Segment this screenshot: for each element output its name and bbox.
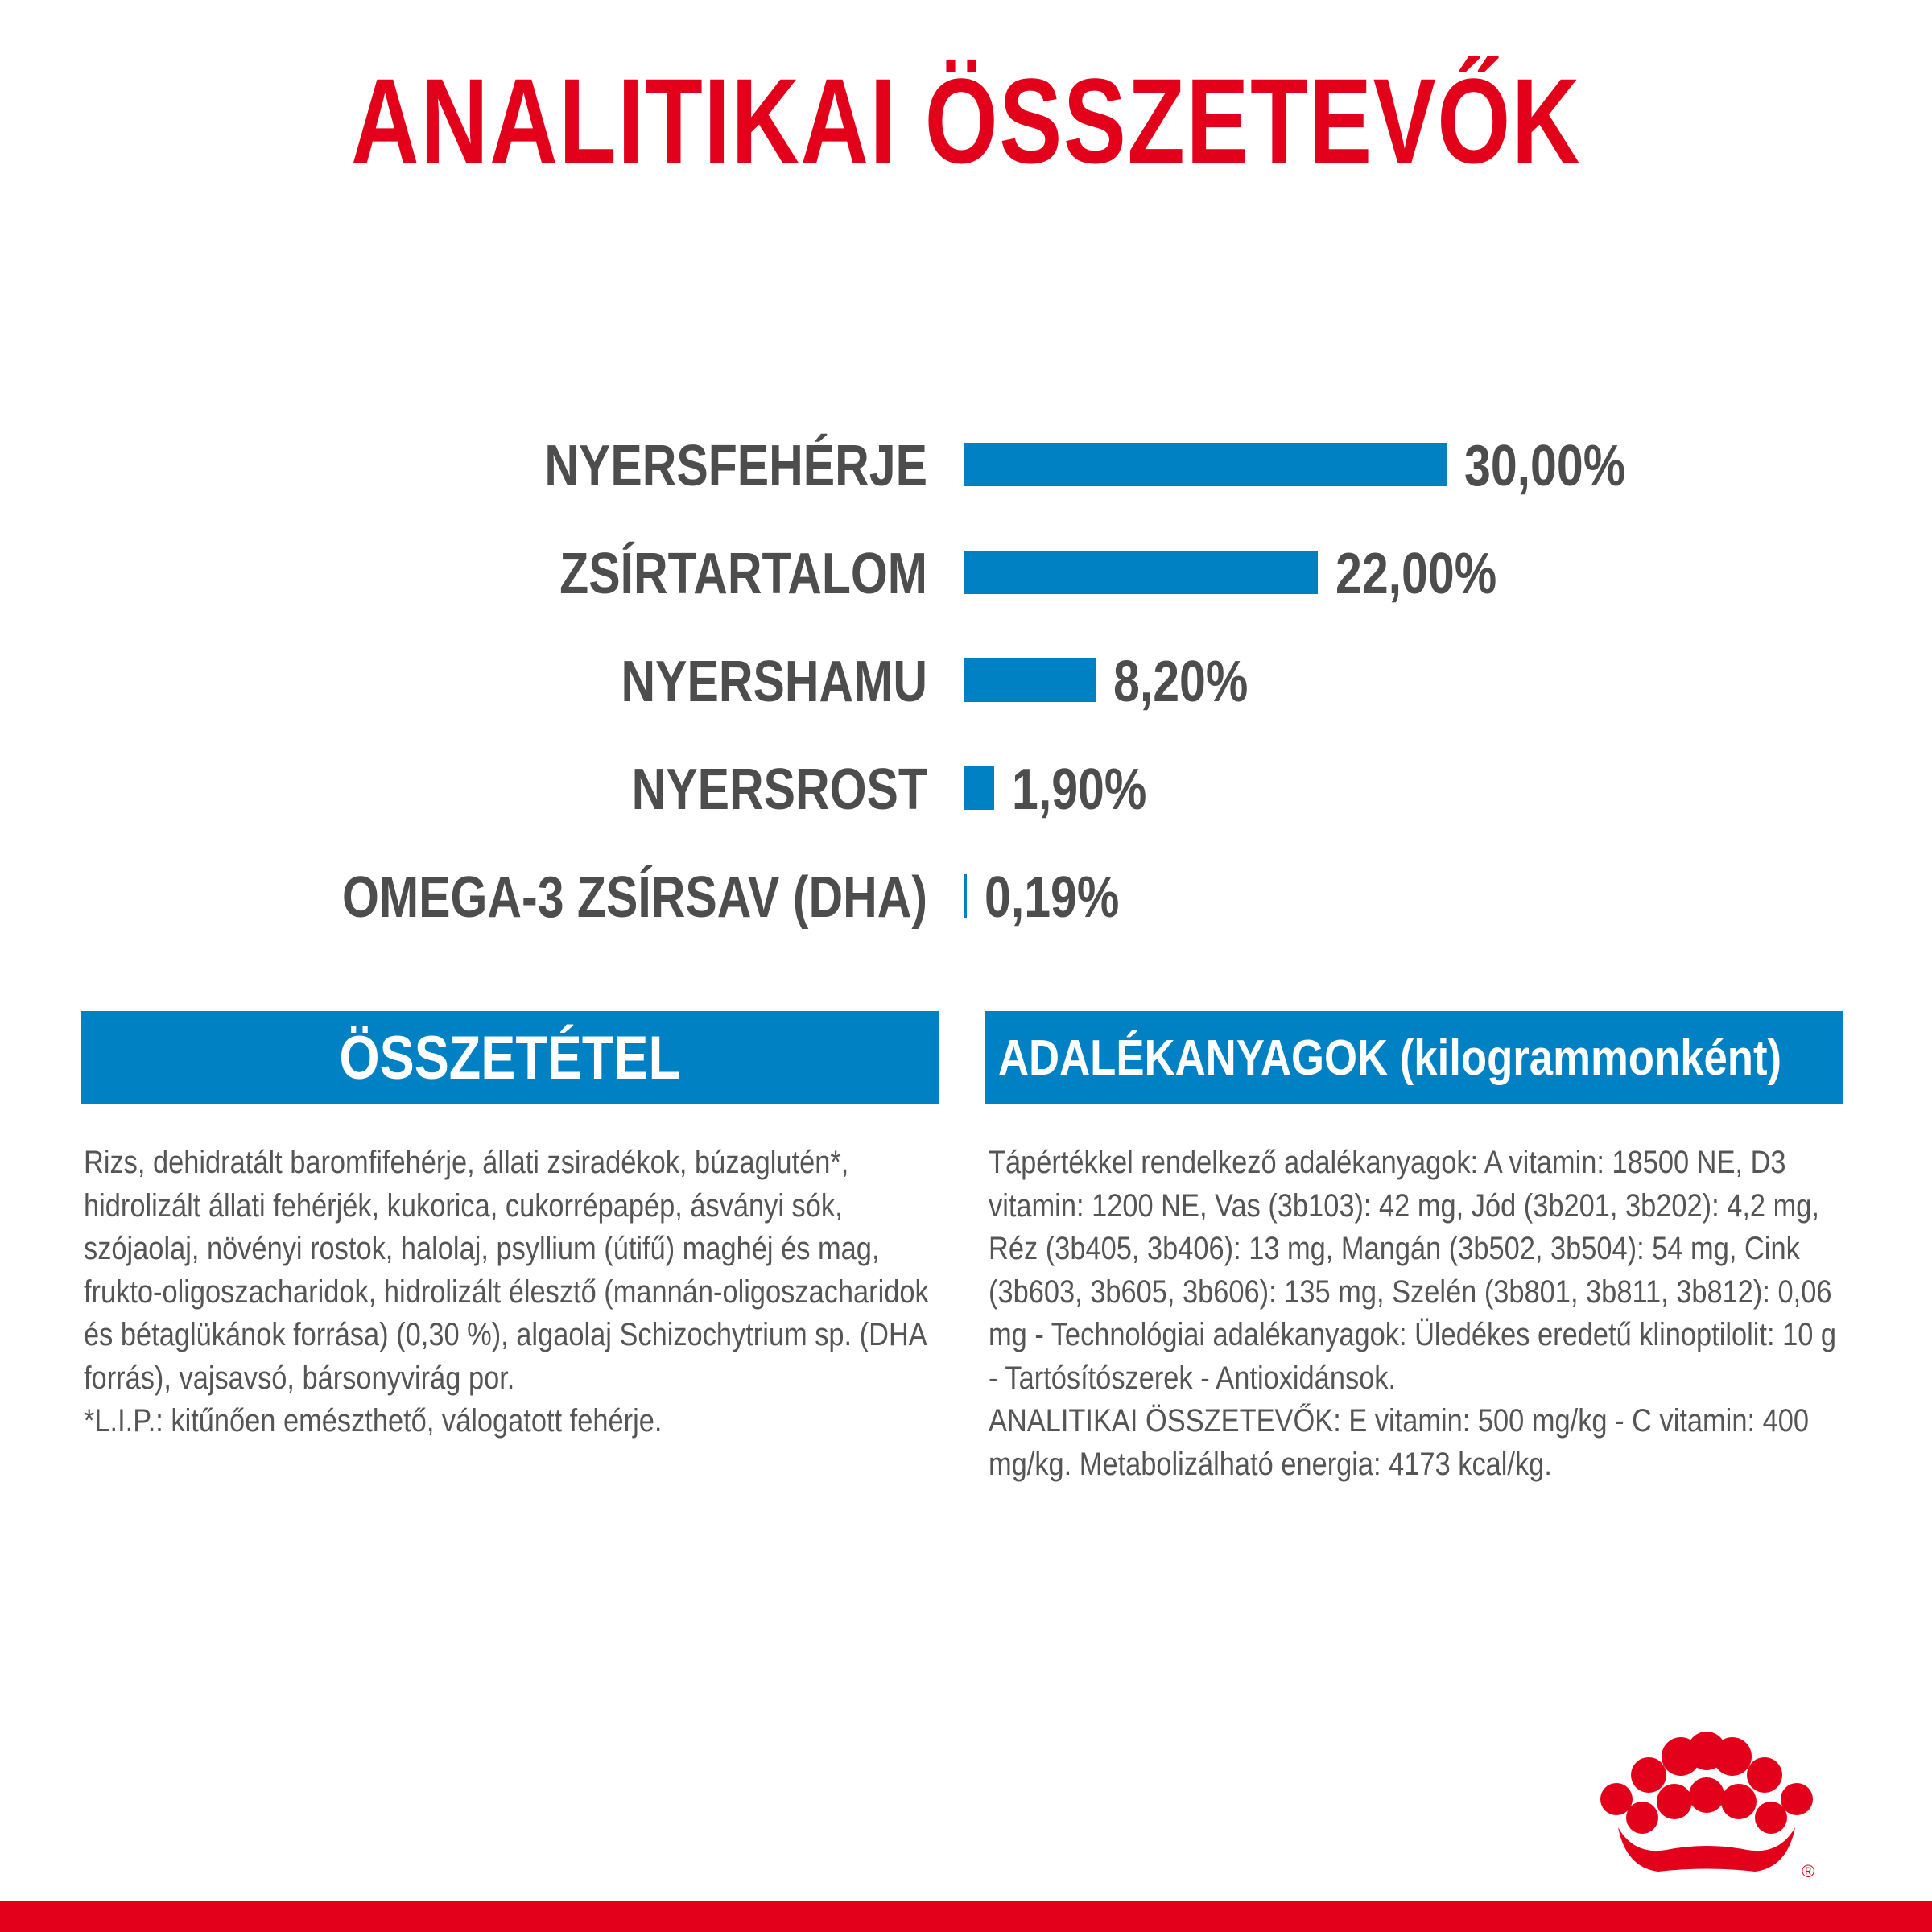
composition-header xyxy=(81,1011,939,1104)
logo-dot xyxy=(1713,1737,1752,1776)
composition-heading: ÖSSZETÉTEL xyxy=(339,1023,681,1092)
category-label: NYERSROST xyxy=(631,756,927,822)
bar xyxy=(964,874,967,918)
value-label: 0,19% xyxy=(985,864,1120,930)
logo-dot xyxy=(1781,1783,1813,1815)
bottom-accent-bar xyxy=(0,1901,1932,1932)
additives-analytic-text: ANALITIKAI ÖSSZETEVŐK: E vitamin: 500 mg/kg - C vitamin: 400 mg/kg. Metabolizálható energia: 4173 kcal/kg. xyxy=(989,1403,1809,1482)
value-label: 22,00% xyxy=(1335,540,1497,606)
logo-dot xyxy=(1657,1784,1692,1819)
category-label: ZSÍRTARTALOM xyxy=(559,540,927,606)
logo-dot xyxy=(1755,1802,1787,1834)
composition-footnote: *L.I.P.: kitűnően emészthető, válogatott fehérje. xyxy=(84,1403,663,1439)
registered-mark: ® xyxy=(1802,1861,1815,1881)
page-title: ANALITIKAI ÖSSZETEVŐK xyxy=(351,53,1581,188)
category-label: NYERSHAMU xyxy=(621,648,927,714)
bar xyxy=(964,766,994,810)
additives-header xyxy=(985,1011,1843,1104)
additives-text-block xyxy=(989,1141,1842,1486)
additives-text: Tápértékkel rendelkező adalékanyagok: A vitamin: 18500 NE, D3 vitamin: 1200 NE, Vas (3b103): 42 mg, Jód (3b201, 3b202): 4,2 mg, Réz (3b405, 3b406): 13 mg, Mangán (3b502, 3b504): 54 mg, Cink (3b603, 3b605, 3b606): 135 mg, Szelén (3b801, 3b811, 3b812): 0,06 mg - Technológiai adalékanyagok: Üledékes eredetű klinoptilolit: 10 g - Tartósítószerek - Antioxidánsok. xyxy=(989,1145,1837,1396)
logo-dot xyxy=(1600,1783,1633,1815)
bar xyxy=(964,658,1096,702)
category-label: OMEGA-3 ZSÍRSAV (DHA) xyxy=(342,864,927,930)
additives-heading: ADALÉKANYAGOK (kilogrammonként) xyxy=(998,1030,1782,1086)
logo-dot xyxy=(1631,1757,1666,1793)
value-label: 8,20% xyxy=(1113,648,1249,714)
bar xyxy=(964,551,1318,594)
logo-dot xyxy=(1689,1777,1724,1813)
composition-text: Rizs, dehidratált baromfifehérje, állati zsiradékok, búzaglutén*, hidrolizált állati fehérjék, kukorica, cukorrépapép, ásványi sók, szójaolaj, növényi rostok, halolaj, psyllium (útifű) maghéj és mag, frukto-oligoszacharidok, hidrolizált élesztő (mannán-oligoszacharidok és bétaglükánok forrása) (0,30 %), algaolaj Schizochytrium sp. (DHA forrás), vajsavsó, bársonyvirág por. xyxy=(84,1145,929,1396)
logo-dot xyxy=(1626,1802,1658,1834)
value-label: 30,00% xyxy=(1464,432,1626,498)
category-label: NYERSFEHÉRJE xyxy=(544,432,927,498)
royal-canin-crown-icon xyxy=(1586,1707,1827,1884)
bar xyxy=(964,443,1447,486)
composition-text-block xyxy=(84,1141,937,1443)
logo-dot xyxy=(1747,1757,1782,1793)
logo-dot xyxy=(1721,1784,1757,1819)
value-label: 1,90% xyxy=(1012,756,1147,822)
